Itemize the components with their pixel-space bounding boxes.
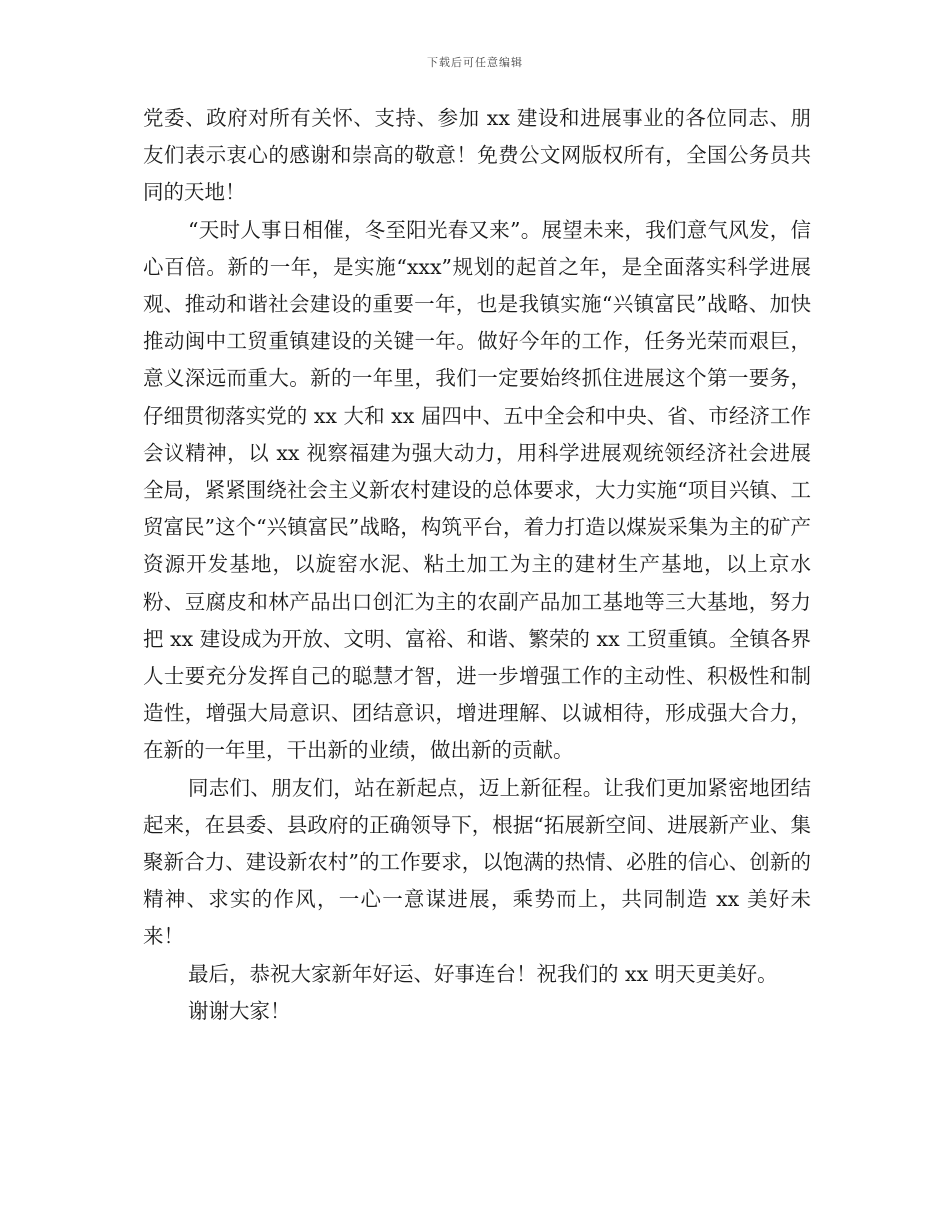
paragraph-1: 党委、政府对所有关怀、支持、参加 xx 建设和进展事业的各位同志、朋友们表示衷心的感谢和崇高的敬意！免费公文网版权所有，全国公务员共同的天地！ bbox=[143, 106, 811, 205]
paragraph-2: “天时人事日相催，冬至阳光春又来”。展望未来，我们意气风发，信心百倍。新的一年，是实施“xxx”规划的起首之年，是全面落实科学进展观、推动和谐社会建设的重要一年，也是我镇实施“兴镇富民”战略、加快推动闽中工贸重镇建设的关键一年。做好今年的工作，任务光荣而艰巨，意义深远而重大。新的一年里，我们一定要始终抓住进展这个第一要务，仔细贯彻落实党的 xx 大和 xx 届四中、五中全会和中央、省、市经济工作会议精神，以 xx 视察福建为强大动力，用科学进展观统领经济社会进展全局，紧紧围绕社会主义新农村建设的总体要求，大力实施“项目兴镇、工贸富民”这个“兴镇富民”战略，构筑平台，着力打造以煤炭采集为主的矿产资源开发基地，以旋窑水泥、粘土加工为主的建材生产基地，以上京水粉、豆腐皮和林产品出口创汇为主的农副产品加工基地等三大基地，努力把 xx 建设成为开放、文明、富裕、和谐、繁荣的 xx 工贸重镇。全镇各界人士要充分发挥自己的聪慧才智，进一步增强工作的主动性、积极性和制造性，增强大局意识、团结意识，增进理解、以诚相待，形成强大合力，在新的一年里，干出新的业绩，做出新的贡献。 bbox=[143, 217, 811, 763]
paragraph-3: 同志们、朋友们，站在新起点，迈上新征程。让我们更加紧密地团结起来，在县委、县政府的正确领导下，根据“拓展新空间、进展新产业、集聚新合力、建设新农村”的工作要求，以饱满的热情、必胜的信心、创新的精神、求实的作风，一心一意谋进展，乘势而上，共同制造 xx 美好未来！ bbox=[143, 775, 811, 949]
paragraph-5: 谢谢大家！ bbox=[188, 998, 291, 1023]
document-body bbox=[143, 100, 811, 1030]
page-header: 下载后可任意编辑 bbox=[427, 56, 523, 69]
paragraph-4: 最后，恭祝大家新年好运、好事连台！祝我们的 xx 明天更美好。 bbox=[188, 961, 778, 986]
